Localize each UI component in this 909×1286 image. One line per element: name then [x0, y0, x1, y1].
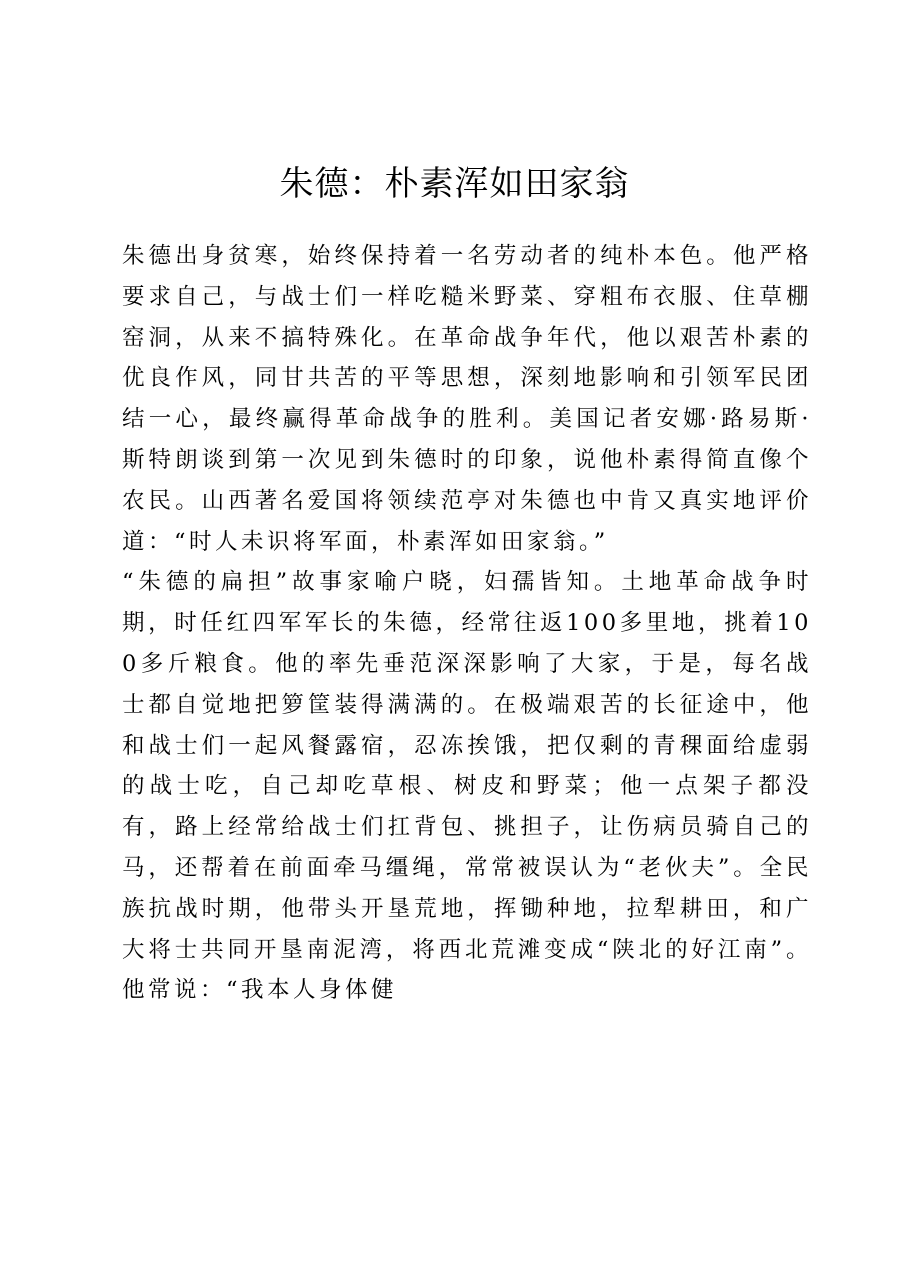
document-title: 朱德：朴素浑如田家翁 — [279, 164, 630, 204]
paragraph-1: 朱德出身贫寒，始终保持着一名劳动者的纯朴本色。他严格要求自己，与战士们一样吃糙米野菜、穿粗布衣服、住草棚窑洞，从来不搞特殊化。在革命战争年代，他以艰苦朴素的优良作风，同甘共苦的平等思想，深刻地影响和引领军民团结一心，最终赢得革命战争的胜利。美国记者安娜·路易斯·斯特朗谈到第一次见到朱德时的印象，说他朴素得简直像个农民。山西著名爱国将领续范亭对朱德也中肯又真实地评价道：“时人未识将军面，朴素浑如田家翁。” — [122, 243, 812, 555]
document-body — [122, 236, 812, 1011]
paragraph-2: “朱德的扁担”故事家喻户晓，妇孺皆知。土地革命战争时期，时任红四军军长的朱德，经常往返100多里地，挑着100多斤粮食。他的率先垂范深深影响了大家，于是，每名战士都自觉地把箩筐装得满满的。在极端艰苦的长征途中，他和战士们一起风餐露宿，忍冻挨饿，把仅剩的青稞面给虚弱的战士吃，自己却吃草根、树皮和野菜；他一点架子都没有，路上经常给战士们扛背包、挑担子，让伤病员骑自己的马，还帮着在前面牵马缰绳，常常被误认为“老伙夫”。全民族抗战时期，他带头开垦荒地，挥锄种地，拉犁耕田，和广大将士共同开垦南泥湾，将西北荒滩变成“陕北的好江南”。他常说：“我本人身体健 — [122, 569, 812, 1004]
